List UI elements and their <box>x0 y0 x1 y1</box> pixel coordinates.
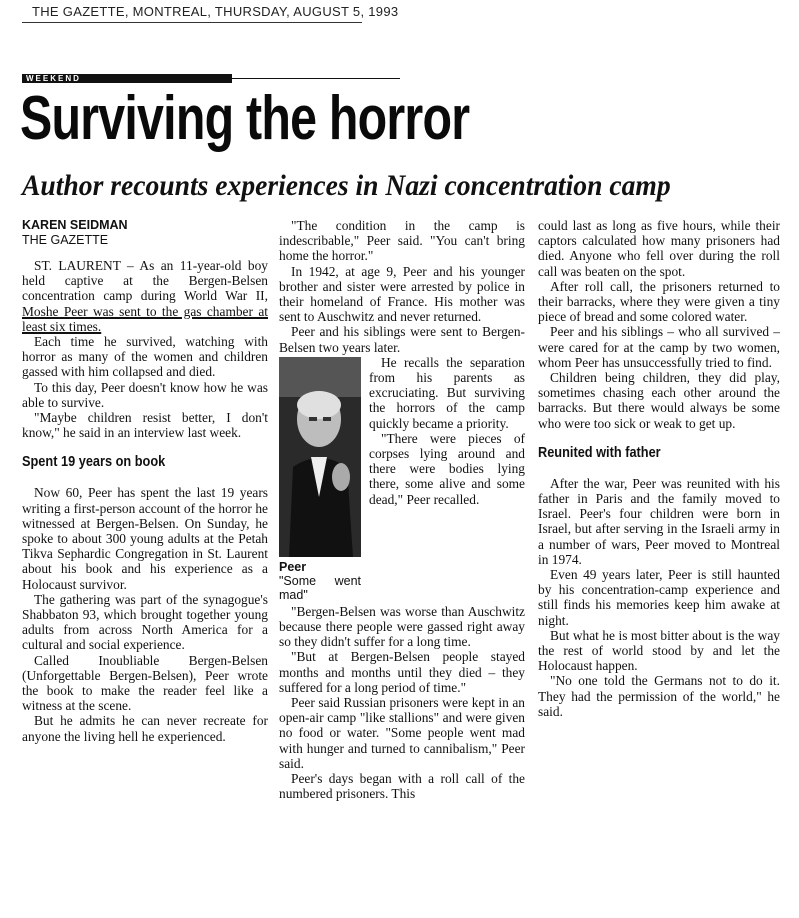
paragraph: After the war, Peer was reunited with his father in Paris and the family moved to Israel. Peer's four children were born in Israel, but after serving in the Israeli army in a number of wars, Peer moved to Montreal in 1974. <box>538 475 780 567</box>
paragraph: could last as long as five hours, while their captors calculated how many prisoners had died. Anyone who fell over during the roll call was beaten on the spot. <box>538 218 780 279</box>
highlighted-text: Moshe Peer was sent to the gas chamber at least six times. <box>22 303 268 334</box>
paragraph <box>22 258 268 334</box>
paragraph-text: ST. LAURENT – As an 11-year-old boy held captive at the Bergen-Belsen concentration camp during World War II, <box>22 258 268 304</box>
photo-caption-name: Peer <box>279 559 307 574</box>
paragraph: Children being children, they did play, sometimes chasing each other around the barracks. But there would always be some who were too sick or weak to get up. <box>538 370 780 431</box>
paragraph: "Bergen-Belsen was worse than Auschwitz because there people were gassed right away so they didn't suffer for a long time. <box>279 603 525 650</box>
dateline-rule <box>22 22 362 23</box>
paragraph: "The condition in the camp is indescribable," Peer said. "You can't bring home the horror." <box>279 218 525 264</box>
paragraph: "No one told the Germans not to do it. They had the permission of the world," he said. <box>538 673 780 719</box>
article-column-3 <box>538 218 780 719</box>
paragraph: Even 49 years later, Peer is still haunted by his concentration-camp experience and still finds his memories keep him awake at night. <box>538 567 780 628</box>
paragraph: Peer and his siblings were sent to Bergen-Belsen two years later. <box>279 324 525 355</box>
byline-organization: THE GAZETTE <box>22 233 109 247</box>
paragraph: Each time he survived, watching with horror as many of the women and children gassed with him collapsed and died. <box>22 334 268 380</box>
headline: Surviving the horror <box>20 84 470 153</box>
paragraph: Called Inoubliable Bergen-Belsen (Unforgettable Bergen-Belsen), Peer wrote the book to make the reader feel like a witness at the scene. <box>22 652 268 714</box>
photo-block <box>279 357 361 602</box>
section-label: WEEKEND <box>22 74 232 83</box>
paragraph: Now 60, Peer has spent the last 19 years writing a first-person account of the horror he witnessed at Bergen-Belsen. On Sunday, he spoke to about 300 young adults at the Petah Tikva Sephardic Congregation in St. Laurent about his book and his experience as a Holocaust survivor. <box>22 485 268 592</box>
paragraph: He recalls the separation from his parents as excruciating. But surviving the horrors of the camp quickly became a priority. <box>369 354 525 431</box>
paragraph: The gathering was part of the synagogue's Shabbaton 93, which brought together young adults from across North America for a cultural and social experience. <box>22 591 268 653</box>
paragraph: After roll call, the prisoners returned to their barracks, where they were given a tiny piece of bread and some colored water. <box>538 278 780 325</box>
paragraph: Peer said Russian prisoners were kept in an open-air camp "like stallions" and were given no food or water. "Some people went mad with hunger and turned to cannibalism," Peer said. <box>279 695 525 771</box>
portrait-photo <box>279 357 361 557</box>
paragraph: To this day, Peer doesn't know how he was able to survive. <box>22 379 268 410</box>
paragraph: "Maybe children resist better, I don't know," he said in an interview last week. <box>22 410 268 441</box>
article-column-2 <box>279 218 525 801</box>
paragraph: In 1942, at age 9, Peer and his younger brother and sister were arrested by police in their homeland of France. His mother was sent to Auschwitz and never returned. <box>279 263 525 325</box>
article-column-1 <box>22 218 268 744</box>
paragraph: Peer and his siblings – who all survived – were cared for at the camp by two women, whom Peer has unsuccessfully tried to find. <box>538 324 780 370</box>
subheadline: Author recounts experiences in Nazi concentration camp <box>22 169 671 202</box>
section-rule <box>232 78 400 79</box>
paragraph: Peer's days began with a roll call of the numbered prisoners. This <box>279 771 525 802</box>
section-subhead: Spent 19 years on book <box>22 454 166 471</box>
paragraph: "There were pieces of corpses lying around and there were bodies lying there, some alive and some dead," Peer recalled. <box>369 430 525 507</box>
paragraph: But what he is most bitter about is the way the rest of world stood by and let the Holocaust happen. <box>538 627 780 674</box>
byline <box>22 218 268 248</box>
section-subhead: Reunited with father <box>538 444 661 461</box>
paragraph: "But at Bergen-Belsen people stayed months and months until they died – they suffered for a long period of time." <box>279 649 525 695</box>
paragraph: But he admits he can never recreate for anyone the living hell he experienced. <box>22 713 268 744</box>
dateline: THE GAZETTE, MONTREAL, THURSDAY, AUGUST 5, 1993 <box>32 4 399 19</box>
photo-caption-quote: "Some went mad" <box>279 573 361 602</box>
byline-author: KAREN SEIDMAN <box>22 218 128 232</box>
